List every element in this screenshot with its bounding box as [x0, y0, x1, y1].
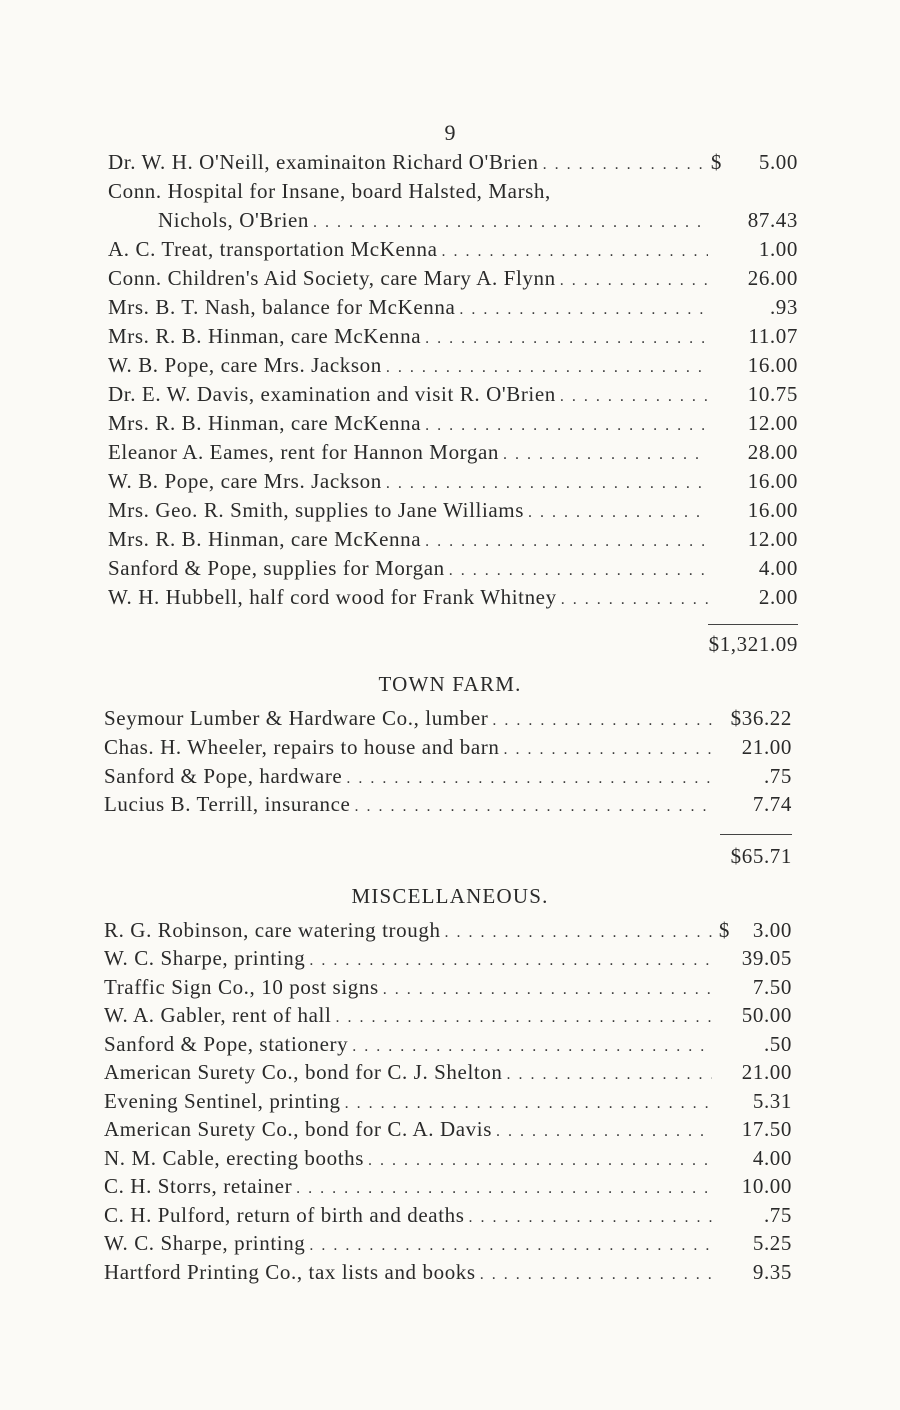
leader-dots: [342, 770, 712, 788]
list-item: [104, 1032, 792, 1061]
entry-description: N. M. Cable, erecting booths: [104, 1145, 365, 1170]
leader-dots: [350, 798, 712, 816]
leader-dots: [465, 1209, 712, 1227]
entry-description: American Surety Co., bond for C. A. Davis: [104, 1117, 492, 1141]
entry-description: Mrs. R. B. Hinman, care McKenna: [108, 527, 422, 551]
leader-dots: [488, 712, 712, 730]
leader-dots: [556, 272, 708, 290]
entry-description: W. B. Pope, care Mrs. Jackson: [108, 353, 382, 377]
leader-dots: [524, 504, 708, 522]
leader-dots: [557, 591, 708, 609]
leader-dots: [331, 1009, 712, 1027]
list-item: [108, 150, 798, 179]
leader-dots: [441, 924, 717, 942]
entry-amount: 17.50: [741, 1117, 792, 1141]
list-item: [104, 1089, 792, 1118]
entry-description: Sanford & Pope, stationery: [104, 1031, 349, 1056]
leader-dots: [455, 301, 708, 319]
entry-description: Nichols, O'Brien: [158, 208, 310, 232]
entry-description: Mrs. R. B. Hinman, care McKenna: [108, 411, 422, 435]
list-item: [104, 735, 792, 764]
entry-amount: 5.25: [752, 1231, 792, 1255]
leader-dots: [305, 952, 712, 970]
dollar-sign: $: [718, 918, 730, 942]
entry-description: Chas. H. Wheeler, repairs to house and barn: [104, 734, 500, 759]
list-item: [108, 237, 798, 266]
entry-amount: 4.00: [752, 1145, 792, 1170]
entry-description: W. H. Hubbell, half cord wood for Frank Whitney: [108, 585, 557, 609]
leader-dots: [556, 388, 708, 406]
entry-description: Sanford & Pope, hardware: [104, 763, 343, 788]
entry-amount: 3.00: [752, 918, 792, 942]
entry-amount: 10.00: [741, 1174, 792, 1198]
entry-amount: .50: [763, 1031, 792, 1056]
list-item: [104, 764, 792, 793]
list-item: [108, 324, 798, 353]
entry-description: W. A. Gabler, rent of hall: [104, 1003, 332, 1027]
entry-amount: 2.00: [758, 585, 798, 609]
entry-description: Lucius B. Terrill, insurance: [104, 792, 351, 817]
entry-amount: 11.07: [748, 324, 798, 348]
entry-amount: 28.00: [747, 440, 798, 464]
entry-amount: 10.75: [747, 382, 798, 406]
list-item: [108, 498, 798, 527]
total-rule: [720, 834, 792, 835]
entry-amount: 39.05: [741, 946, 792, 970]
entry-amount: 50.00: [741, 1003, 792, 1027]
list-item: [104, 1003, 792, 1032]
entry-description: W. C. Sharpe, printing: [104, 1231, 306, 1255]
entry-amount: 5.00: [758, 150, 798, 174]
section-total: $65.71: [730, 844, 792, 868]
section-total: $1,321.09: [708, 632, 798, 656]
list-item: [104, 1117, 792, 1146]
entry-description: Dr. E. W. Davis, examination and visit R. O'Brien: [108, 382, 556, 406]
entry-description: Sanford & Pope, supplies for Morgan: [108, 556, 445, 580]
list-item: [104, 975, 792, 1004]
entry-description: Hartford Printing Co., tax lists and books: [104, 1259, 476, 1284]
leader-dots: [348, 1038, 712, 1056]
entry-description: R. G. Robinson, care watering trough: [104, 918, 441, 942]
list-item: [158, 208, 798, 237]
entry-amount: 5.31: [752, 1088, 792, 1113]
leader-dots: [438, 243, 708, 261]
leader-dots: [421, 417, 708, 435]
entry-amount: $36.22: [730, 706, 792, 730]
entry-description: Mrs. R. B. Hinman, care McKenna: [108, 324, 422, 348]
entry-description: W. C. Sharpe, printing: [104, 946, 306, 970]
list-item: [108, 556, 798, 585]
list-item: [104, 706, 792, 735]
entry-amount: 26.00: [747, 266, 798, 290]
list-item: [108, 469, 798, 498]
list-item: [104, 918, 792, 947]
section-heading-town-farm: TOWN FARM.: [378, 672, 522, 696]
entry-amount: 12.00: [747, 411, 798, 435]
list-item: [104, 946, 792, 975]
entry-amount: 7.50: [752, 974, 792, 999]
leader-dots: [492, 1123, 712, 1141]
entry-description: American Surety Co., bond for C. J. Shelton: [104, 1060, 503, 1084]
entry-description: C. H. Pulford, return of birth and deaths: [104, 1202, 465, 1227]
leader-dots: [421, 330, 708, 348]
leader-dots: [499, 446, 708, 464]
entry-description: A. C. Treat, transportation McKenna: [108, 237, 438, 261]
entry-description: Seymour Lumber & Hardware Co., lumber: [104, 706, 489, 730]
list-item: [104, 1174, 792, 1203]
list-item: [108, 440, 798, 469]
list-item: [104, 792, 792, 821]
entry-amount: 16.00: [747, 498, 798, 522]
entry-description: Dr. W. H. O'Neill, examinaiton Richard O'Brien: [108, 150, 539, 174]
list-item: [104, 1231, 792, 1260]
entry-amount: 21.00: [741, 1060, 792, 1084]
entry-description: Evening Sentinel, printing: [104, 1088, 341, 1113]
entry-description: Conn. Children's Aid Society, care Mary A. Flynn: [108, 266, 556, 290]
list-item: [104, 1060, 792, 1089]
leader-dots: [364, 1152, 712, 1170]
list-item: [104, 1260, 792, 1289]
list-item: [108, 295, 798, 324]
dollar-sign: $: [710, 150, 722, 174]
entry-amount: 21.00: [741, 734, 792, 759]
page-number: 9: [444, 120, 456, 145]
leader-dots: [305, 1237, 712, 1255]
entry-amount: .75: [763, 763, 792, 788]
entry-description: Mrs. B. T. Nash, balance for McKenna: [108, 295, 456, 319]
entry-amount: 12.00: [747, 527, 798, 551]
leader-dots: [499, 741, 712, 759]
list-item: [108, 411, 798, 440]
total-rule: [708, 624, 798, 625]
leader-dots: [539, 156, 709, 174]
leader-dots: [309, 214, 708, 232]
entry-amount: 16.00: [747, 469, 798, 493]
list-item: [108, 353, 798, 382]
leader-dots: [476, 1266, 712, 1284]
entry-amount: 7.74: [752, 792, 792, 817]
entry-description: Eleanor A. Eames, rent for Hannon Morgan: [108, 440, 500, 464]
list-item: [108, 527, 798, 556]
list-item: [104, 1146, 792, 1175]
entry-amount: 1.00: [758, 237, 798, 261]
entry-amount: .93: [769, 295, 798, 319]
leader-dots: [341, 1095, 712, 1113]
leader-dots: [382, 475, 708, 493]
list-item: [108, 266, 798, 295]
entry-amount: 16.00: [747, 353, 798, 377]
list-item: [108, 382, 798, 411]
entry-amount: 4.00: [758, 556, 798, 580]
leader-dots: [292, 1180, 712, 1198]
list-item: [104, 1203, 792, 1232]
list-item: [108, 585, 798, 614]
entry-description: Traffic Sign Co., 10 post signs: [104, 974, 379, 999]
section-heading-miscellaneous: MISCELLANEOUS.: [351, 884, 549, 908]
leader-dots: [382, 359, 708, 377]
entry-description: Mrs. Geo. R. Smith, supplies to Jane Williams: [108, 498, 525, 522]
entry-amount: 9.35: [752, 1259, 792, 1284]
entry-amount: .75: [763, 1202, 792, 1227]
leader-dots: [503, 1066, 712, 1084]
entry-description: C. H. Storrs, retainer: [104, 1174, 293, 1198]
entry-description: W. B. Pope, care Mrs. Jackson: [108, 469, 382, 493]
entry-amount: 87.43: [747, 208, 798, 232]
leader-dots: [379, 981, 712, 999]
entry-description: Conn. Hospital for Insane, board Halsted, Marsh,: [108, 179, 551, 203]
leader-dots: [445, 562, 708, 580]
leader-dots: [421, 533, 708, 551]
